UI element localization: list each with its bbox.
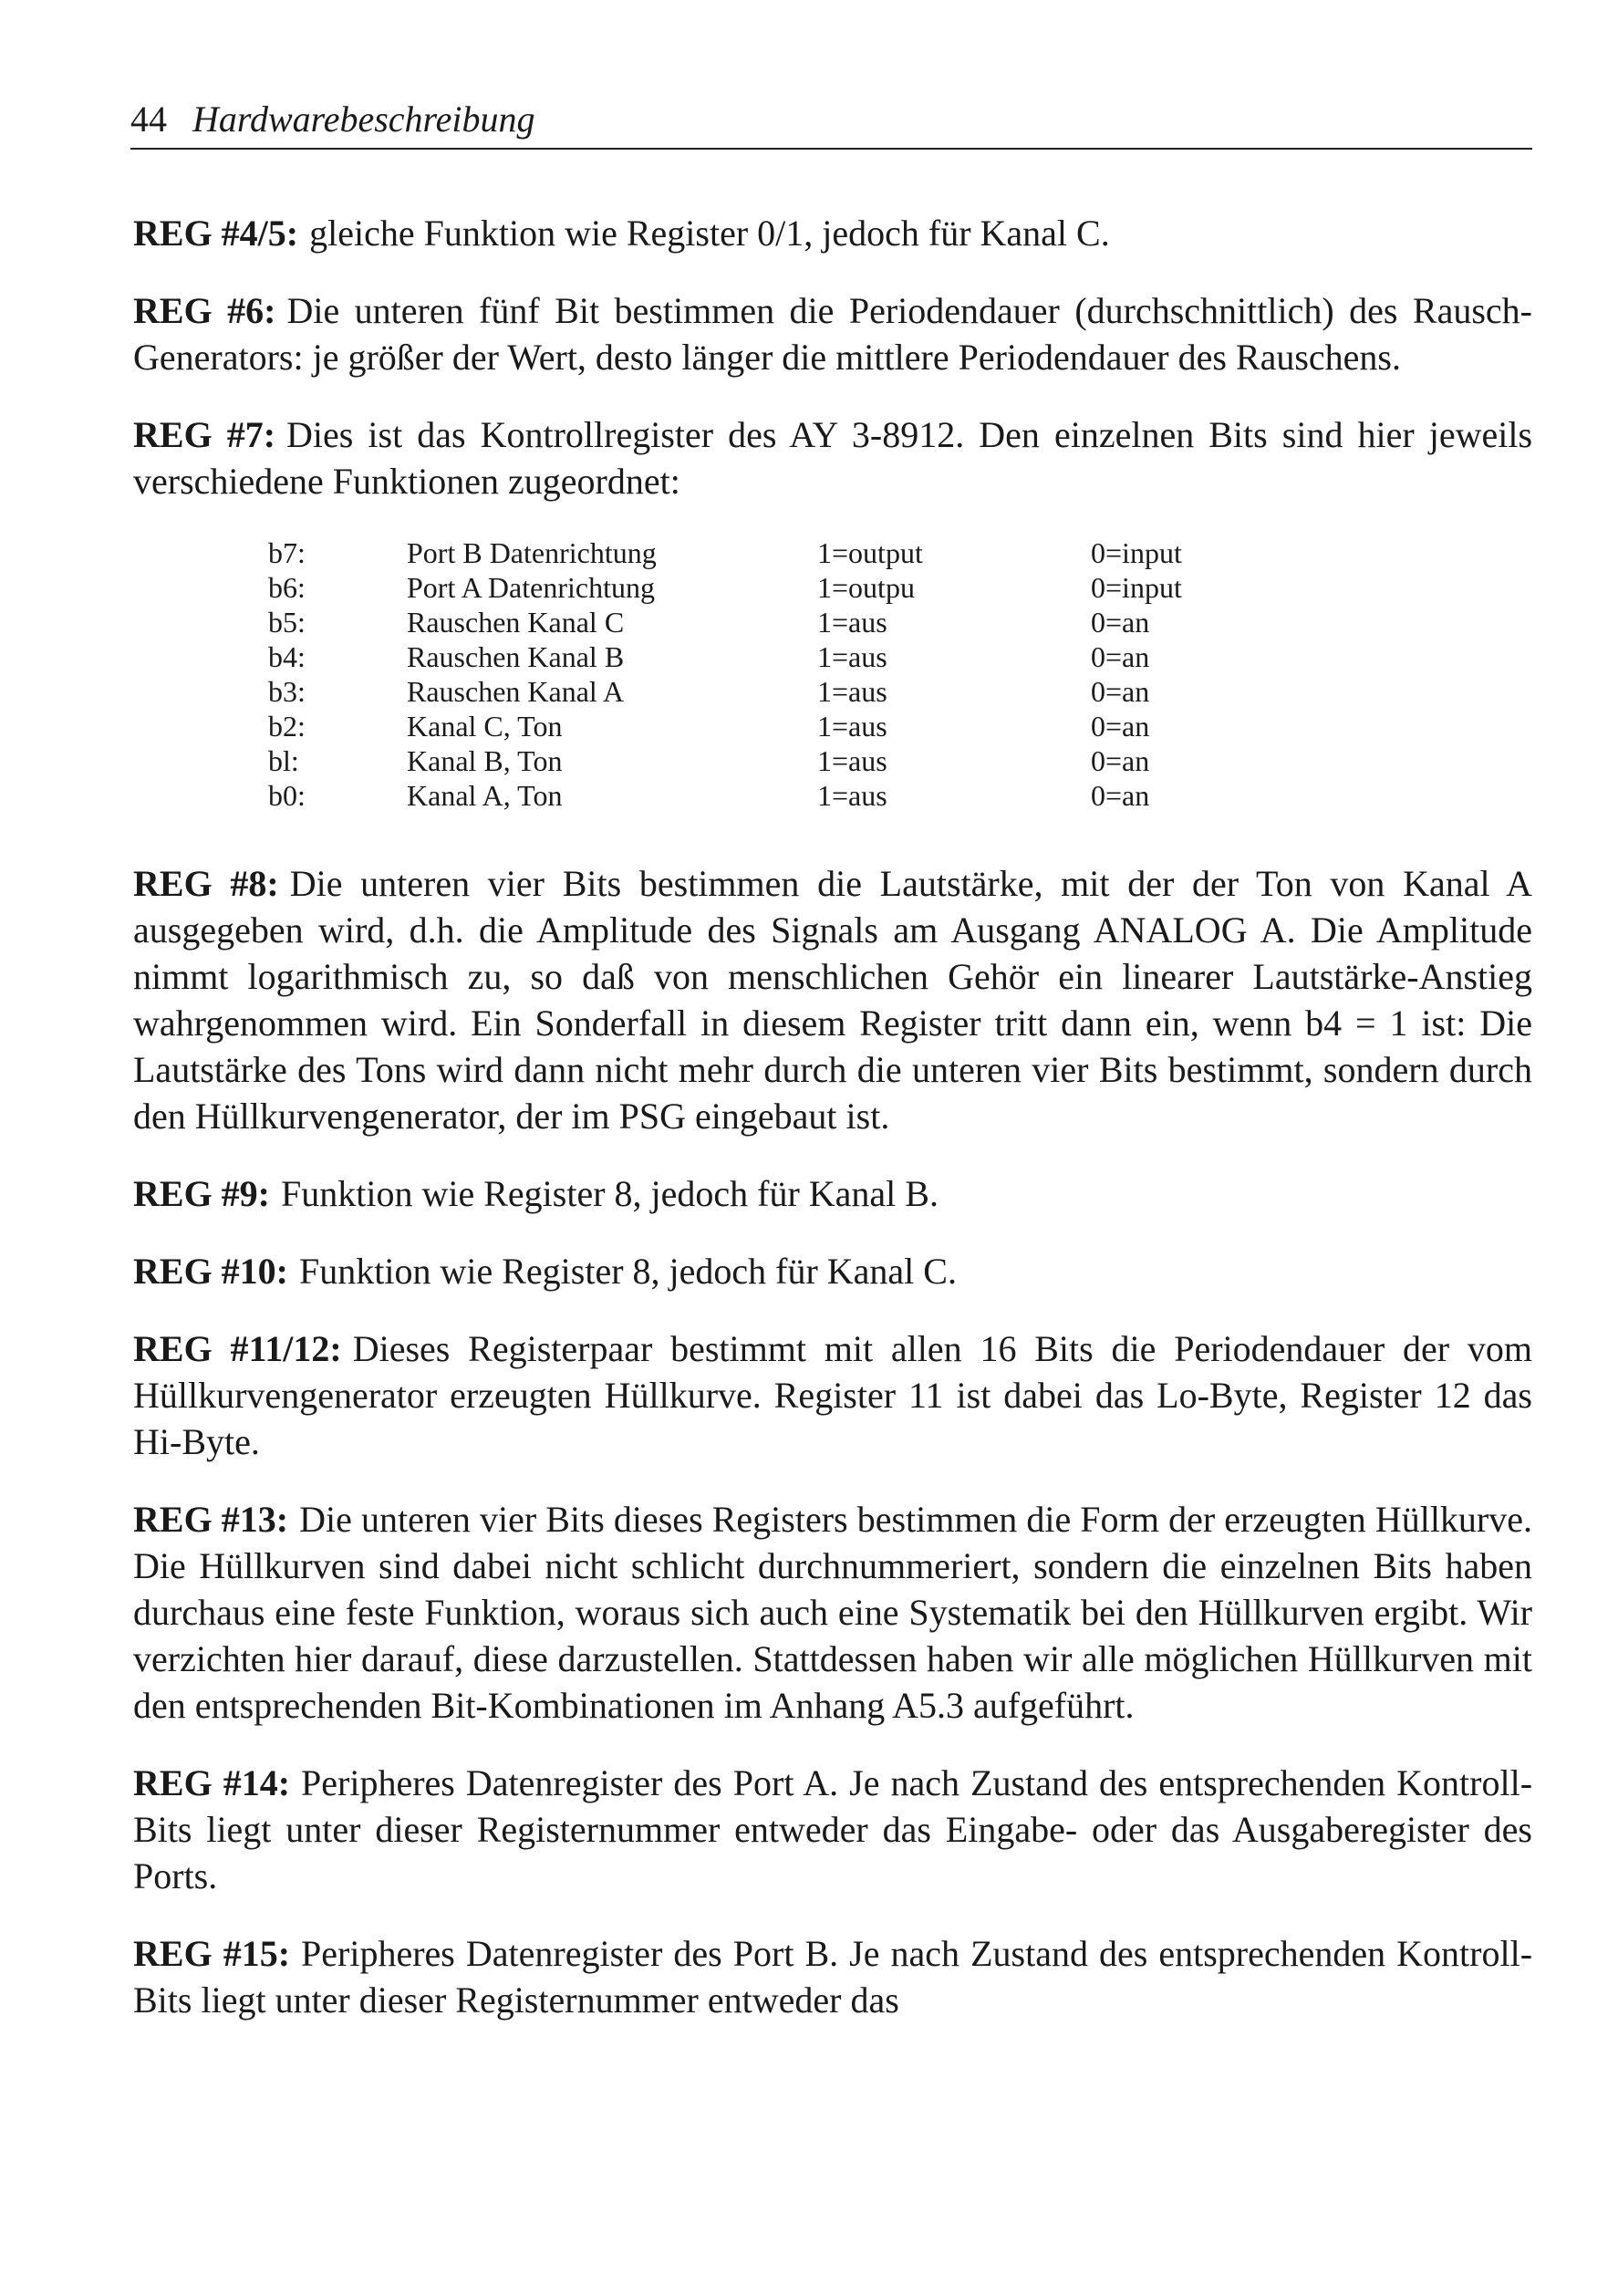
register-paragraph xyxy=(133,1760,1532,1899)
register-label: REG #9: xyxy=(133,1173,270,1214)
bit-function: Rauschen Kanal C xyxy=(407,606,625,639)
register-paragraph xyxy=(133,287,1532,380)
bit-function: Kanal C, Ton xyxy=(407,710,563,743)
bit-value-zero: 0=input xyxy=(1091,536,1182,569)
register-label: REG #14: xyxy=(133,1762,291,1803)
page-body xyxy=(133,210,1532,2054)
bit-table-row xyxy=(133,778,1532,813)
bit-function: Rauschen Kanal B xyxy=(407,640,625,673)
bit-value-zero: 0=an xyxy=(1091,675,1150,708)
bit-function: Port B Datenrichtung xyxy=(407,536,657,569)
register-label: REG #4/5: xyxy=(133,213,299,254)
register-list-part2 xyxy=(133,860,1532,2023)
register-label: REG #8: xyxy=(133,863,279,904)
register-label: REG #15: xyxy=(133,1933,291,1974)
register-description: Peripheres Datenregister des Port A. Je nach Zustand des entsprechenden Kontroll-Bits liegt unter dieser Registernummer entweder das Eingabe- oder das Ausgaberegister des Ports. xyxy=(133,1762,1533,1896)
bit-id: b6: xyxy=(268,571,306,604)
bit-id: b5: xyxy=(268,606,306,639)
bit-table-row xyxy=(133,535,1532,570)
register-description: Funktion wie Register 8, jedoch für Kanal B. xyxy=(281,1173,939,1214)
register-paragraph xyxy=(133,1496,1532,1729)
bit-table-row xyxy=(133,639,1532,674)
bit-value-one: 1=aus xyxy=(817,710,887,743)
page-header xyxy=(130,91,1532,150)
bit-id: b4: xyxy=(268,640,306,673)
page-number: 44 xyxy=(130,99,167,140)
bit-value-zero: 0=an xyxy=(1091,606,1150,639)
bit-id: b3: xyxy=(268,675,306,708)
register-paragraph xyxy=(133,1930,1532,2023)
bit-value-one: 1=aus xyxy=(817,640,887,673)
bit-value-one: 1=aus xyxy=(817,744,887,777)
register-description: Dies ist das Kontrollregister des AY 3-8912. Den einzelnen Bits sind hier jeweils verschiedene Funktionen zugeordnet: xyxy=(133,414,1533,502)
register-label: REG #11/12: xyxy=(133,1328,342,1369)
register-description: Die unteren vier Bits dieses Registers bestimmen die Form der erzeugten Hüllkurve. Die Hüllkurven sind dabei nicht schlicht durchnummeriert, sondern die einzelnen Bits haben durchaus eine feste Funktion, woraus sich auch eine Systematik bei den Hüllkurven ergibt. Wir verzichten hier darauf, diese darzustellen. Stattdessen haben wir alle möglichen Hüllkurven mit den entsprechenden Bit-Kombinationen im Anhang A5.3 aufgeführt. xyxy=(133,1499,1533,1726)
bit-id: b0: xyxy=(268,779,306,812)
bit-value-one: 1=aus xyxy=(817,606,887,639)
bit-function: Port A Datenrichtung xyxy=(407,571,655,604)
bit-function: Kanal A, Ton xyxy=(407,779,563,812)
bit-value-zero: 0=an xyxy=(1091,744,1150,777)
running-title: Hardwarebeschreibung xyxy=(192,99,535,140)
register-paragraph xyxy=(133,411,1532,504)
register-description: Dieses Registerpaar bestimmt mit allen 16 Bits die Periodendauer der vom Hüllkurvengenerator erzeugten Hüllkurve. Register 11 ist dabei das Lo-Byte, Register 12 das Hi-Byte. xyxy=(133,1328,1533,1462)
register-list-part1 xyxy=(133,210,1532,504)
bit-table-row xyxy=(133,570,1532,605)
bit-table-row xyxy=(133,674,1532,709)
register-paragraph xyxy=(133,1325,1532,1465)
bit-id: bl: xyxy=(268,744,299,777)
register-label: REG #6: xyxy=(133,290,276,331)
register-label: REG #10: xyxy=(133,1251,288,1292)
bit-value-one: 1=outpu xyxy=(817,571,915,604)
register-description: Die unteren vier Bits bestimmen die Lautstärke, mit der der Ton von Kanal A ausgegeben wird, d.h. die Amplitude des Signals am Ausgang ANALOG A. Die Amplitude nimmt logarithmisch zu, so daß von menschlichen Gehör ein linearer Lautstärke-Anstieg wahrgenommen wird. Ein Sonderfall in diesem Register tritt dann ein, wenn b4 = 1 ist: Die Lautstärke des Tons wird dann nicht mehr durch die unteren vier Bits bestimmt, sondern durch den Hüllkurvengenerator, der im PSG eingebaut ist. xyxy=(133,863,1532,1137)
bit-value-one: 1=output xyxy=(817,536,923,569)
bit-function: Kanal B, Ton xyxy=(407,744,563,777)
bit-table-row xyxy=(133,709,1532,743)
register-description: gleiche Funktion wie Register 0/1, jedoch für Kanal C. xyxy=(309,213,1110,254)
register-paragraph xyxy=(133,1170,1532,1217)
bit-value-zero: 0=an xyxy=(1091,779,1150,812)
register-description: Peripheres Datenregister des Port B. Je nach Zustand des entsprechenden Kontroll-Bits liegt unter dieser Registernummer entweder das xyxy=(133,1933,1533,2021)
register-paragraph xyxy=(133,1248,1532,1294)
bit-id: b2: xyxy=(268,710,306,743)
bit-table-row xyxy=(133,605,1532,639)
bit-id: b7: xyxy=(268,536,306,569)
bit-value-one: 1=aus xyxy=(817,675,887,708)
bit-value-zero: 0=an xyxy=(1091,640,1150,673)
register-description: Funktion wie Register 8, jedoch für Kanal C. xyxy=(299,1251,957,1292)
register-paragraph xyxy=(133,860,1532,1139)
bit-function: Rauschen Kanal A xyxy=(407,675,625,708)
register-description: Die unteren fünf Bit bestimmen die Periodendauer (durchschnittlich) des Rausch-Generators: je größer der Wert, desto länger die mittlere Periodendauer des Rauschens. xyxy=(133,290,1533,378)
bit-value-zero: 0=input xyxy=(1091,571,1182,604)
bit-table xyxy=(133,535,1532,813)
register-label: REG #13: xyxy=(133,1499,289,1540)
bit-value-one: 1=aus xyxy=(817,779,887,812)
bit-value-zero: 0=an xyxy=(1091,710,1150,743)
register-label: REG #7: xyxy=(133,414,276,455)
bit-table-row xyxy=(133,743,1532,778)
register-paragraph xyxy=(133,210,1532,256)
